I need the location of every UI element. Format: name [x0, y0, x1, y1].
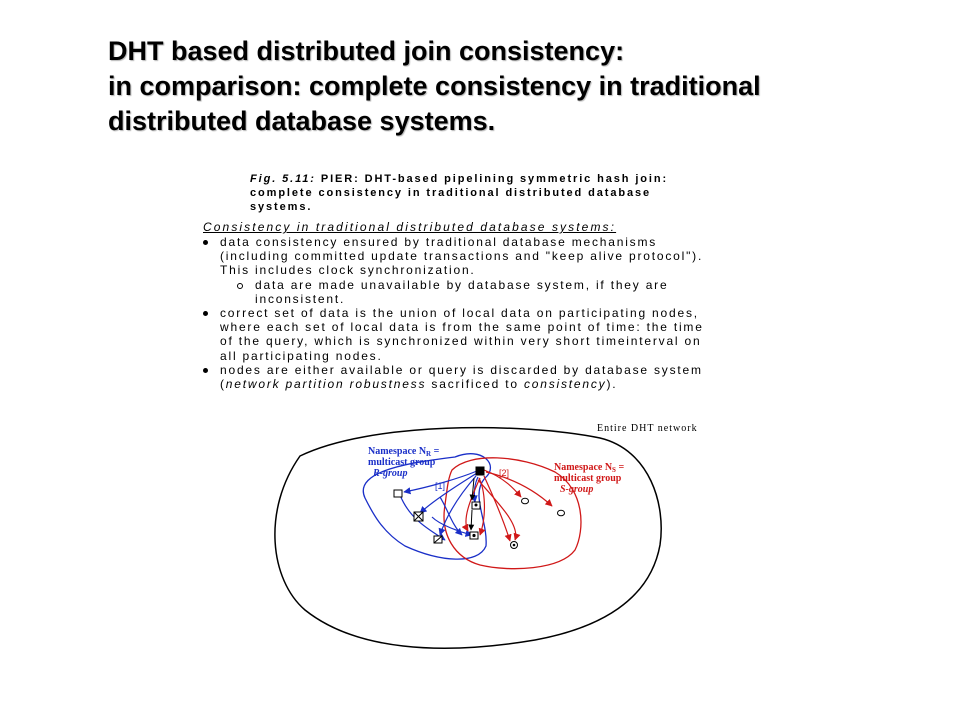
arrow-to-bottom-circle [478, 480, 516, 540]
bullet-2-line-4: all participating nodes. [220, 348, 383, 363]
consistency-word: consistency [523, 377, 607, 392]
blue-group-label-1: Namespace $N_R$ = [368, 446, 440, 458]
arrow-to-circle-node-3 [484, 476, 510, 541]
red-group-label-2: multicast group [554, 473, 622, 484]
circle-node-1 [522, 498, 529, 504]
title-line-2: in comparison: complete consistency in traditional [108, 71, 761, 101]
figure-caption-line-2: complete consistency in traditional distributed database [250, 187, 652, 199]
bullet-2-line-2: where each set of local data is from the same point of time: the time [220, 320, 704, 335]
source-node-filled [476, 467, 484, 475]
red-group-label-1: Namespace $N_S$ = [554, 462, 625, 474]
arrow-black-2 [471, 510, 472, 530]
arrow-black-1 [472, 478, 474, 500]
blue-group-label-3: R-group [373, 468, 408, 479]
circle-node-3 [511, 542, 518, 549]
shared-square-node [470, 532, 478, 539]
red-group-label-3: S-group [560, 484, 594, 495]
sub-bullet-line-1: data are made unavailable by database system, if they are [255, 277, 669, 292]
title-line-3: distributed database systems. [108, 106, 496, 136]
consistency-heading: Consistency in traditional distributed database systems: [203, 220, 617, 234]
empty-square-node [394, 490, 402, 497]
bullet-3-line-1: nodes are either available or query is discarded by database system [220, 362, 703, 377]
bullet-3-line-2: (network partition robustness sacrificed to consistency). [220, 377, 618, 392]
network-label: Entire DHT network [597, 423, 698, 434]
sub-bullet-line-2: inconsistent. [255, 291, 346, 306]
figure-caption-text: PIER: DHT-based pipelining symmetric hash join: [315, 173, 669, 185]
bullet-2-line-3: of the query, which is synchronized within very short timeinterval on [220, 334, 702, 349]
title-line-1: DHT based distributed join consistency: [108, 36, 625, 66]
arrow-cross-node [440, 497, 462, 535]
circle-node-2 [558, 510, 565, 516]
lower-square-node [434, 536, 442, 543]
network-partition-phrase: network partition robustness [225, 377, 427, 392]
step-label-2: [2] [499, 468, 510, 478]
figure-number: Fig. 5.11: [250, 173, 316, 185]
crossed-square-node [414, 512, 423, 521]
bullet-2-line-1: correct set of data is the union of local data on participating nodes, [220, 306, 699, 321]
step-label-1: [1] [435, 481, 446, 491]
figure-caption-line-3: systems. [250, 201, 313, 213]
bullet-1-line-1: data consistency ensured by traditional database mechanisms [220, 235, 658, 249]
bullet-1-line-2: (including committed update transactions and "keep alive protocol"). [220, 249, 704, 264]
blue-group-label-2: multicast group [368, 457, 436, 468]
bullet-1-line-3: This includes clock synchronization. [220, 263, 476, 278]
